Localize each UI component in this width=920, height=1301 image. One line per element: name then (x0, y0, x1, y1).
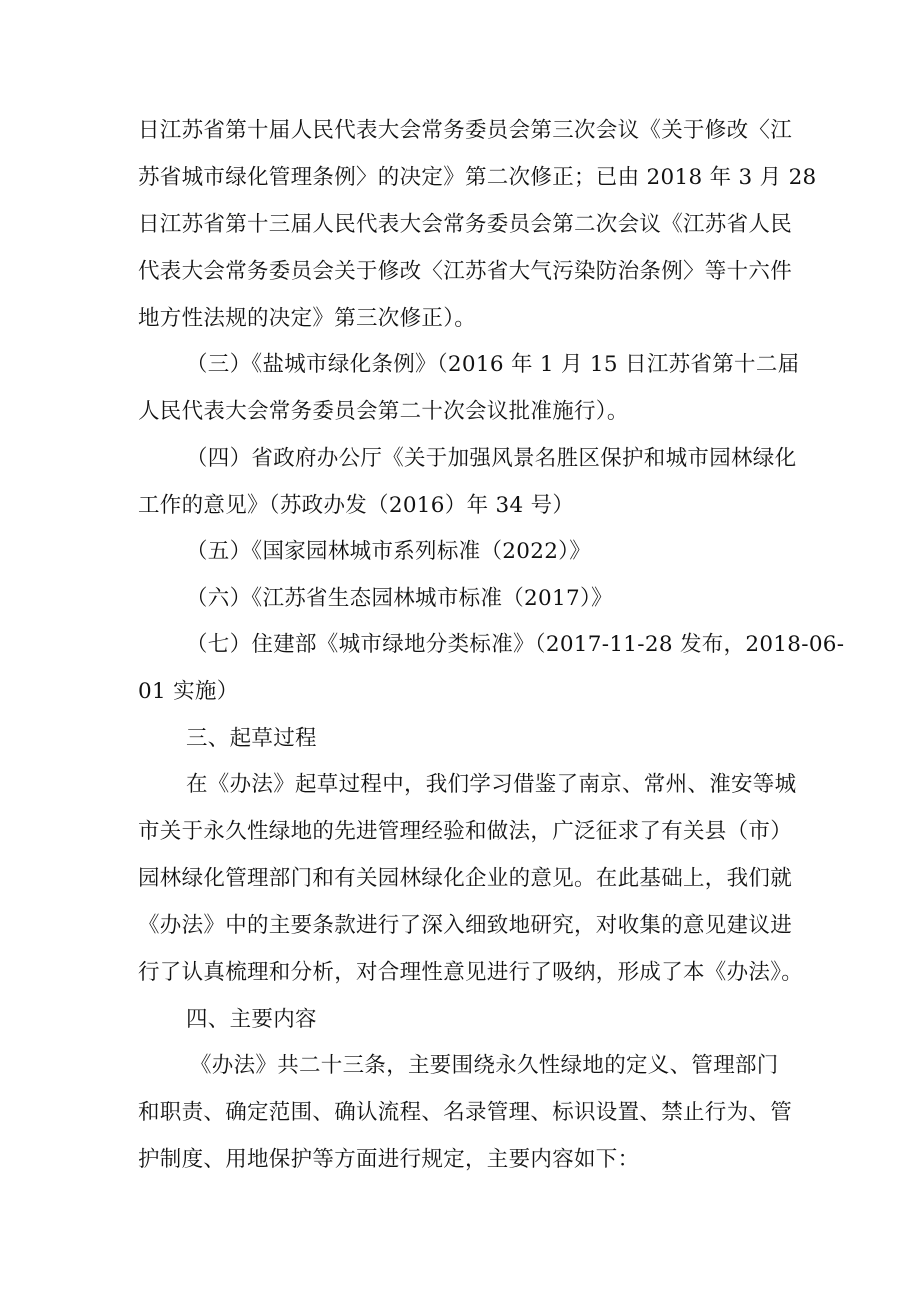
section-heading-drafting-process: 三、起草过程 (186, 726, 317, 751)
body-text-line: 苏省城市绿化管理条例〉的决定》第二次修正；已由 2018 年 3 月 28 (138, 165, 817, 190)
body-text-line: 人民代表大会常务委员会第二十次会议批准施行）。 (138, 399, 629, 424)
list-item-4: （四）省政府办公厅《关于加强风景名胜区保护和城市园林绿化 (186, 446, 797, 471)
list-item-3: （三）《盐城市绿化条例》（2016 年 1 月 15 日江苏省第十二届 (186, 352, 800, 377)
body-text-line: 护制度、用地保护等方面进行规定，主要内容如下： (138, 1147, 640, 1172)
paragraph-first-line: 在《办法》起草过程中，我们学习借鉴了南京、常州、淮安等城 (186, 772, 797, 797)
section-heading-main-content: 四、主要内容 (186, 1007, 317, 1032)
body-text-line: 日江苏省第十届人民代表大会常务委员会第三次会议《关于修改〈江 (138, 118, 793, 143)
body-text-line: 市关于永久性绿地的先进管理经验和做法，广泛征求了有关县（市） (138, 819, 793, 844)
body-text-line: 01 实施） (138, 679, 239, 704)
body-text-line: 工作的意见》（苏政办发（2016）年 34 号） (138, 493, 575, 518)
body-text-line: 和职责、确定范围、确认流程、名录管理、标识设置、禁止行为、管 (138, 1100, 793, 1125)
body-text-line: 地方性法规的决定》第三次修正）。 (138, 306, 477, 331)
list-item-5: （五）《国家园林城市系列标准（2022）》 (186, 539, 592, 564)
body-text-line: 《办法》中的主要条款进行了深入细致地研究，对收集的意见建议进 (138, 913, 793, 938)
body-text-line: 园林绿化管理部门和有关园林绿化企业的意见。在此基础上，我们就 (138, 866, 793, 891)
body-text-line: 行了认真梳理和分析，对合理性意见进行了吸纳，形成了本《办法》。 (138, 960, 804, 985)
paragraph-first-line: 《办法》共二十三条，主要围绕永久性绿地的定义、管理部门 (190, 1053, 779, 1078)
list-item-6: （六）《江苏省生态园林城市标准（2017）》 (186, 586, 613, 611)
list-item-7: （七）住建部《城市绿地分类标准》（2017-11-28 发布，2018-06- (186, 632, 845, 657)
body-text-line: 日江苏省第十三届人民代表大会常务委员会第二次会议《江苏省人民 (138, 212, 793, 237)
body-text-line: 代表大会常务委员会关于修改〈江苏省大气污染防治条例〉等十六件 (138, 259, 793, 284)
